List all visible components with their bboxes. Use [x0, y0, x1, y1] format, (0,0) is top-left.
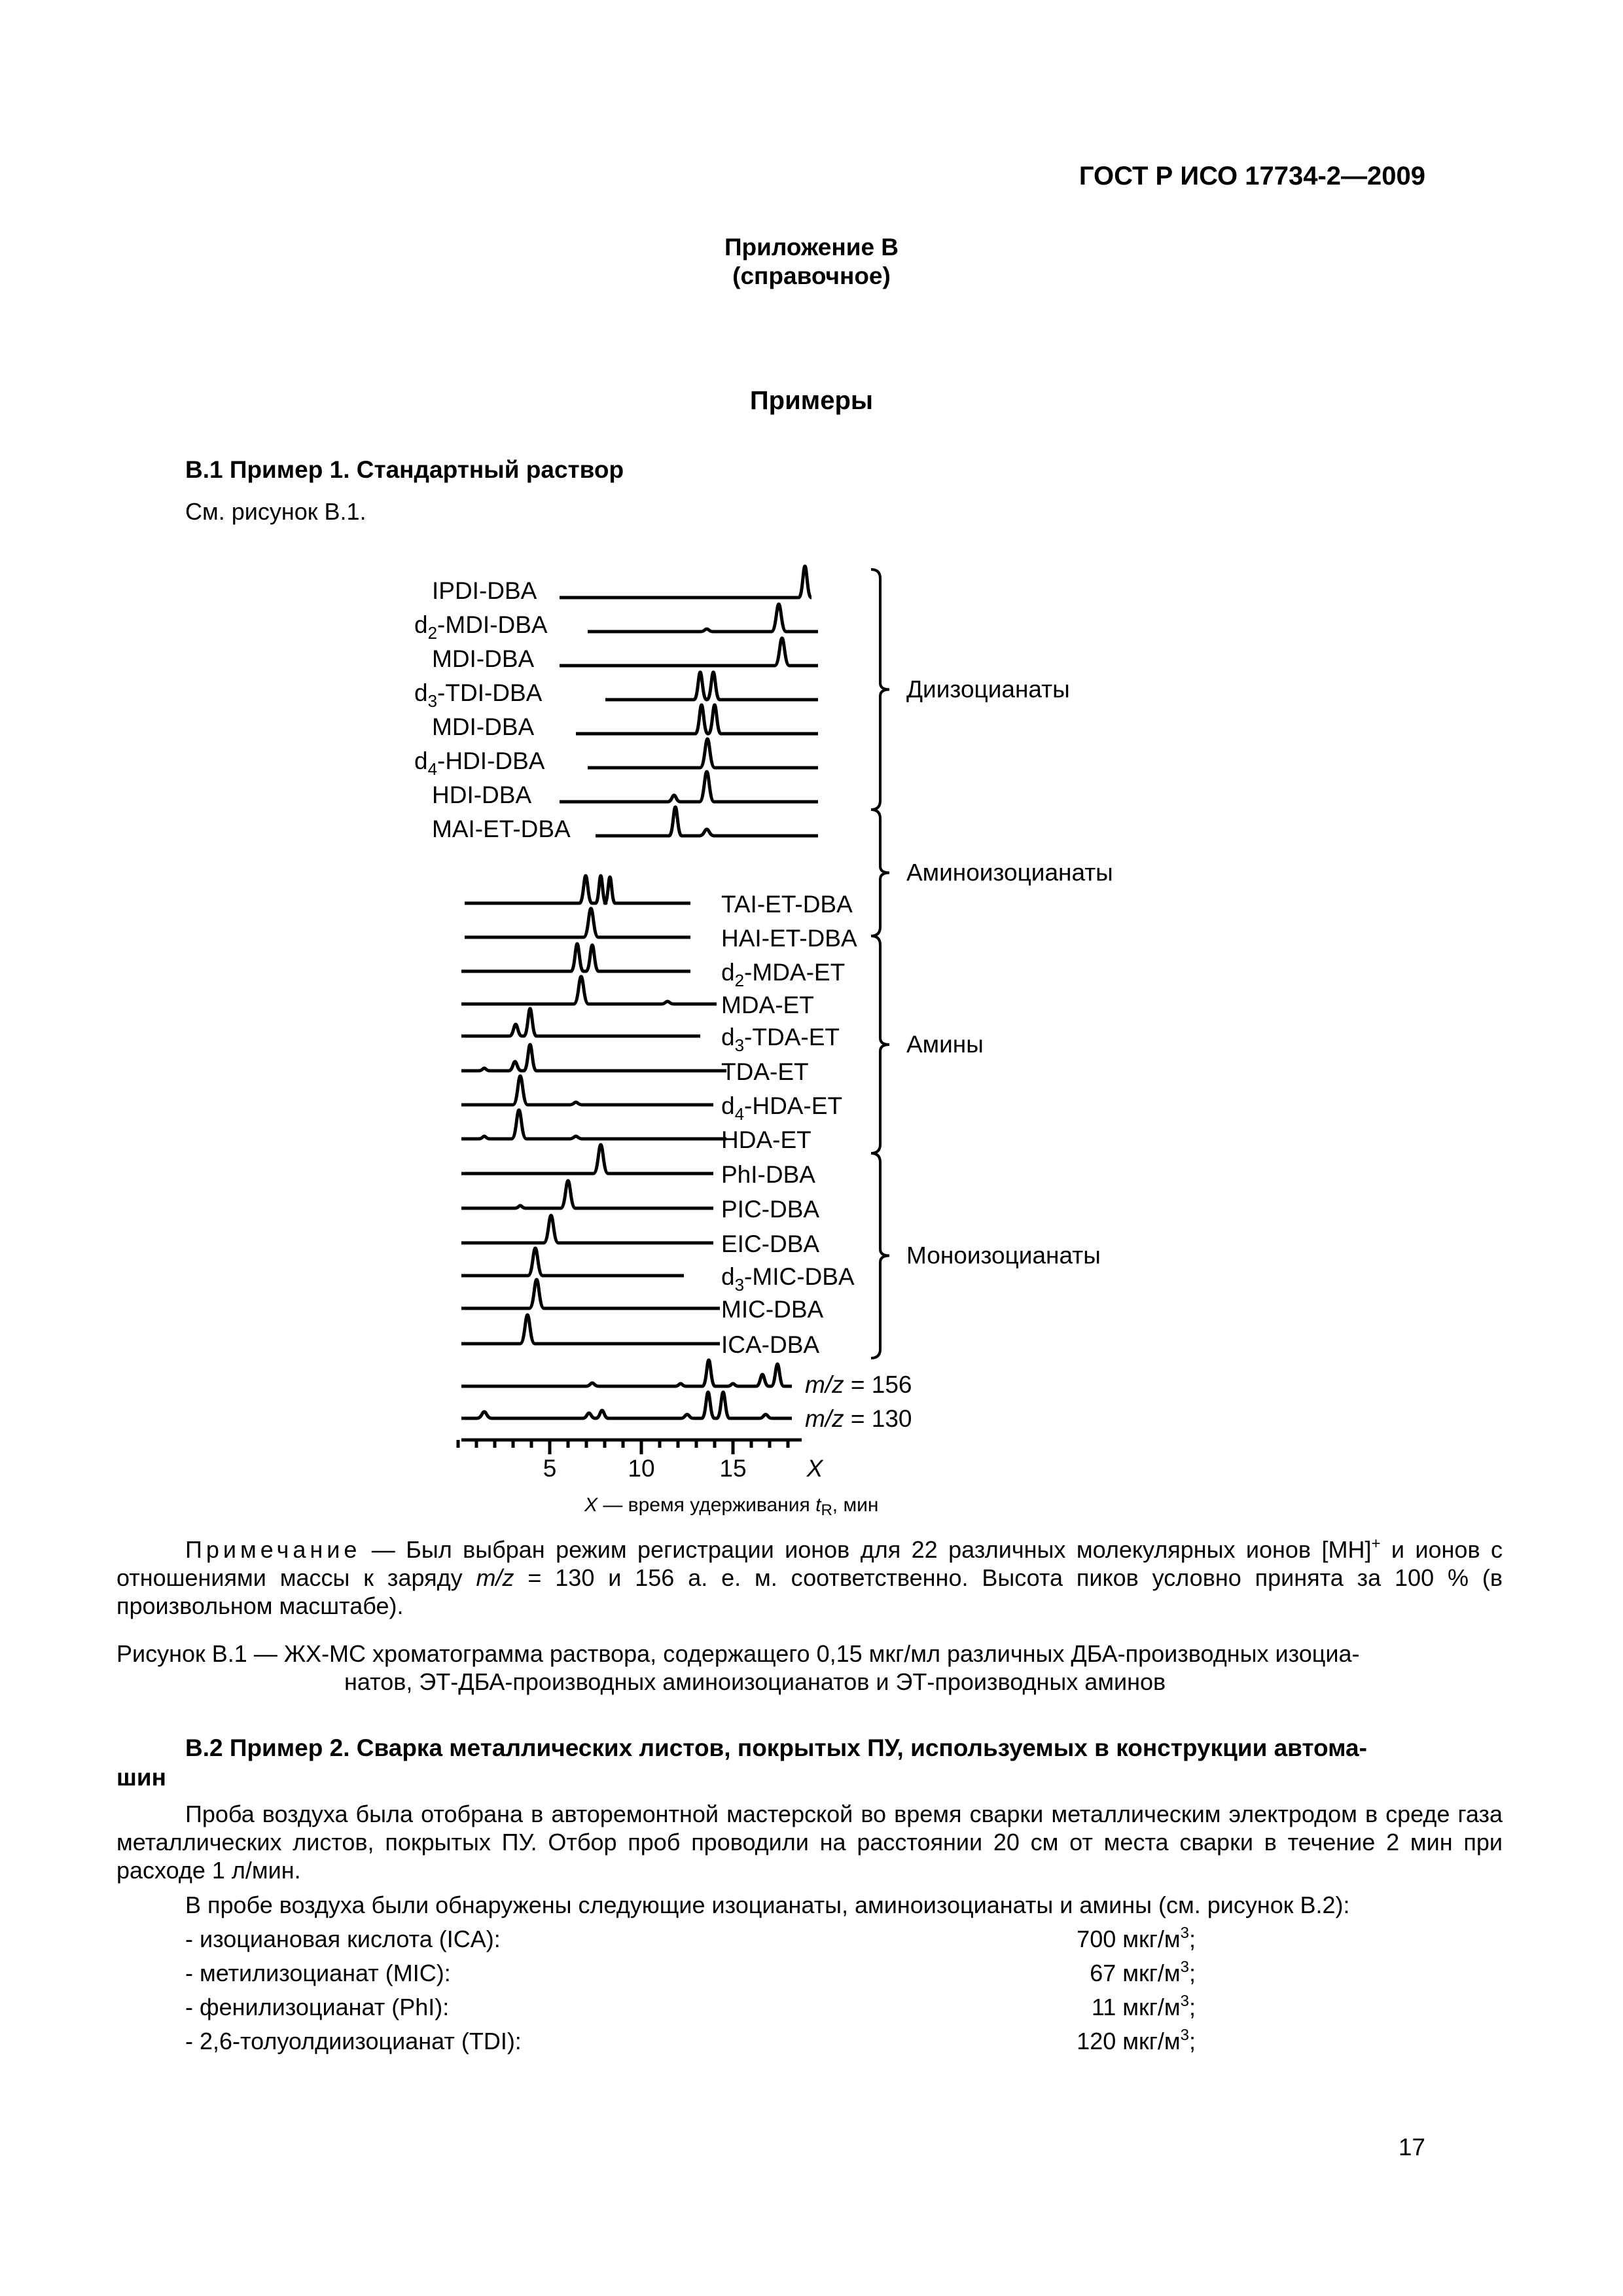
time-axis: [458, 1440, 802, 1454]
axis-caption-x: X: [584, 1494, 598, 1516]
trace-label: HDA-ET: [721, 1126, 812, 1153]
trace-line: [576, 705, 818, 734]
group-braces: [871, 569, 889, 1358]
trace-label: $d_2-MDA-ET$: [721, 959, 846, 990]
brace-diisocyanates: [871, 569, 889, 810]
axis-caption: [584, 1494, 879, 1519]
list-item-end: ;: [1188, 1994, 1196, 2020]
trace-label: $d_4-HDI$-DBA: [414, 747, 545, 779]
brace-monoisocyanates: [871, 1153, 889, 1358]
trace-line: [465, 876, 690, 903]
axis-tick-label: 15: [719, 1455, 747, 1482]
list-item-sup: 3: [1180, 1958, 1189, 1976]
trace-label: $d_4-HDA-ET$: [721, 1092, 843, 1124]
trace-label: TAI-ET-DBA: [721, 891, 853, 918]
section-title: Примеры: [749, 386, 874, 415]
figure-caption-line1: Рисунок В.1 — ЖХ-МС хроматограмма раствора, содержащего 0,15 мкг/мл различных ДБА-производных изоциа-: [116, 1640, 1360, 1667]
trace-line: [461, 1145, 713, 1174]
note-sup: +: [1371, 1535, 1381, 1552]
axis-tick-label: 10: [628, 1455, 655, 1482]
trace-line: [560, 772, 818, 802]
axis-variable-label: X: [806, 1455, 823, 1482]
group-label-amines: Амины: [906, 1031, 984, 1058]
trace-line: [588, 604, 818, 632]
list-item-name: - 2,6-толуолдиизоцианат (TDI):: [185, 2028, 522, 2054]
note-text-1: — Был выбран режим регистрации ионов для 22 различных молекулярных ионов [MH]: [361, 1536, 1372, 1563]
figure-caption-line2: натов, ЭТ-ДБА-производных аминоизоцианатов и ЭТ-производных аминов: [344, 1668, 1166, 1695]
trace-line: [465, 908, 690, 937]
note-label: Примечание: [185, 1536, 361, 1563]
list-item-value-text: 700 мкг/м: [1077, 1926, 1181, 1952]
trace-label: MDI-DBA: [432, 645, 535, 672]
trace-label: HAI-ET-DBA: [721, 925, 857, 952]
trace-line: [461, 1076, 713, 1105]
note-mz: m/z: [476, 1564, 514, 1591]
mz-156-trace: [461, 1360, 792, 1386]
trace-label: $d_2-MDI$-DBA: [414, 611, 548, 643]
trace-line: [461, 1280, 720, 1308]
trace-label: MDA-ET: [721, 992, 814, 1018]
trace-label: PIC-DBA: [721, 1196, 820, 1223]
b2-heading-line1: В.2 Пример 2. Сварка металлических листов, покрытых ПУ, используемых в конструкции автома-: [185, 1734, 1367, 1761]
group-label-aminoiso: Аминоизоцианаты: [906, 859, 1113, 886]
trace-line: [596, 807, 818, 836]
trace-label: $d_3-TDI$-DBA: [414, 679, 543, 711]
trace-line: [461, 944, 690, 971]
mz-130-trace: [461, 1392, 792, 1418]
trace-line: [605, 672, 818, 700]
trace-label: MIC-DBA: [721, 1296, 824, 1323]
b2-heading-line2: шин: [116, 1764, 166, 1791]
list-item-value: [1092, 1994, 1196, 2021]
list-item-sup: 3: [1180, 1924, 1189, 1942]
list-item-value: [1077, 2028, 1196, 2055]
chromatogram-labels: [414, 577, 1113, 1482]
annex-title: Приложение В: [724, 234, 899, 260]
axis-tick-label: 5: [543, 1455, 557, 1482]
trace-label: EIC-DBA: [721, 1230, 820, 1257]
list-item-name: - фенилизоцианат (PhI):: [185, 1994, 450, 2020]
trace-label: IPDI-DBA: [432, 577, 537, 604]
list-item-name: - метилизоцианат (MIC):: [185, 1960, 451, 1986]
document-id: ГОСТ Р ИСО 17734-2—2009: [1079, 162, 1425, 190]
brace-amines: [871, 936, 889, 1153]
trace-line: [461, 1009, 700, 1036]
trace-line: [461, 1215, 713, 1243]
trace-line: [461, 1045, 726, 1071]
axis-caption-sub: R: [821, 1501, 832, 1519]
list-item-value-text: 67 мкг/м: [1090, 1960, 1181, 1986]
note-text-2: и ионов с отношениями массы к заряду: [116, 1536, 1503, 1591]
trace-label: TDA-ET: [721, 1058, 809, 1085]
b1-see-figure: См. рисунок В.1.: [185, 498, 366, 525]
list-item-value-text: 11 мкг/м: [1091, 1994, 1181, 2020]
note-text-3: = 130 и 156 а. е. м. соответственно. Высота пиков условно принята за 100 % (в произвольном масштабе).: [116, 1564, 1503, 1619]
page-number: 17: [1398, 2134, 1425, 2161]
annex-subtitle: (справочное): [732, 262, 891, 289]
brace-aminoisocyanates: [871, 810, 889, 936]
list-item-sup: 3: [1180, 1992, 1189, 2010]
list-item-value-text: 120 мкг/м: [1077, 2028, 1181, 2054]
axis-caption-text: — время удерживания: [597, 1494, 816, 1516]
group-label-monoiso: Моноизоцианаты: [906, 1242, 1101, 1269]
list-item-end: ;: [1188, 2028, 1196, 2054]
figure-note: [116, 1535, 1503, 1620]
axis-caption-t: t: [815, 1494, 821, 1516]
trace-label: ICA-DBA: [721, 1331, 820, 1358]
mz-label: m/z = 156: [805, 1371, 912, 1398]
trace-line: [560, 638, 818, 666]
list-item-name: - изоциановая кислота (ICA):: [185, 1926, 501, 1952]
trace-label: HDI-DBA: [432, 781, 532, 808]
mz-label: m/z = 130: [805, 1405, 912, 1432]
trace-line: [461, 1315, 720, 1344]
trace-label: MDI-DBA: [432, 713, 535, 740]
list-item-end: ;: [1188, 1926, 1196, 1952]
trace-label: MAI-ET-DBA: [432, 816, 571, 842]
trace-label: $d_3-TDA-ET$: [721, 1024, 840, 1055]
list-item-end: ;: [1188, 1960, 1196, 1986]
chromatogram-traces: [461, 566, 818, 1418]
group-label-diiso: Диизоцианаты: [906, 675, 1070, 703]
list-item-sup: 3: [1180, 2026, 1189, 2044]
trace-line: [461, 977, 717, 1004]
trace-line: [461, 1181, 713, 1208]
b2-paragraph-2: В пробе воздуха были обнаружены следующие изоцианаты, аминоизоцианаты и амины (см. рисунок В.2):: [185, 1892, 1350, 1918]
trace-line: [560, 566, 812, 598]
trace-label: PhI-DBA: [721, 1161, 815, 1188]
trace-label: $d_3-MIC$-DBA: [721, 1263, 855, 1295]
b1-heading: В.1 Пример 1. Стандартный раствор: [185, 456, 624, 483]
trace-line: [588, 739, 818, 768]
b2-paragraph-1: Проба воздуха была отобрана в авторемонтной мастерской во время сварки металлическим электродом в среде газа металлических листов, покрытых ПУ. Отбор проб проводили на расстоянии 20 см от места сварки в течение 2 мин при расходе 1 л/мин.: [116, 1801, 1503, 1884]
axis-caption-unit: , мин: [832, 1494, 879, 1516]
trace-line: [461, 1248, 684, 1276]
trace-line: [461, 1110, 726, 1139]
list-item-value: [1077, 1926, 1196, 1953]
list-item-value: [1090, 1960, 1196, 1987]
